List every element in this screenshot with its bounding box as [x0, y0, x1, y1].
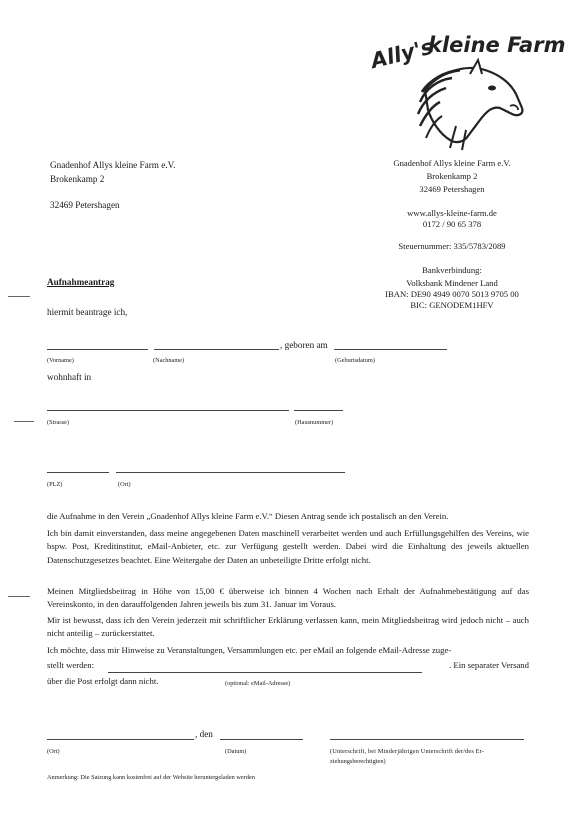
vorname-field[interactable] [47, 349, 148, 350]
org-tax-number: Steuernummer: 335/5783/2089 [398, 241, 506, 251]
sender-name: Gnadenhof Allys kleine Farm e.V. [50, 160, 176, 170]
paragraph-email-3: über die Post erfolgt dann nicht. [47, 676, 159, 686]
hausnummer-field[interactable] [294, 410, 343, 411]
vorname-label: (Vorname) [47, 357, 74, 364]
nachname-field[interactable] [154, 349, 279, 350]
paragraph-beitrag: Meinen Mitgliedsbeitrag in Höhe von 15,00 € überweise ich binnen 4 Wochen nach Erhalt der Aufnahmebestätigung auf das Vereinskonto, in den darauffolgenden Jahren jeweils bis zum 31. Januar im Voraus. [47, 586, 529, 610]
signature-datum-label: (Datum) [225, 748, 247, 755]
ort-label: (Ort) [118, 481, 131, 488]
org-bank-name: Volksbank Mindener Land [406, 278, 498, 288]
plz-label: (PLZ) [47, 481, 63, 488]
paragraph-email-2-start: stellt werden: [47, 660, 95, 670]
horse-head-logo-icon [368, 22, 565, 152]
paragraph-email-1: Ich möchte, dass mir Hinweise zu Veranstaltungen, Versammlungen etc. per eMail an folgende eMail-Adresse zuge- [47, 645, 452, 655]
fold-mark-3 [8, 596, 30, 597]
signature-unterschrift-label-1: (Unterschrift, bei Minderjährigen Unterschrift der/des Er- [330, 748, 485, 755]
signature-datum-field[interactable] [220, 739, 303, 740]
org-name: Gnadenhof Allys kleine Farm e.V. [393, 158, 511, 168]
org-bank-label: Bankverbindung: [422, 265, 482, 275]
signature-ort-label: (Ort) [47, 748, 60, 755]
nachname-label: (Nachname) [153, 357, 185, 364]
org-phone: 0172 / 90 65 378 [422, 219, 482, 229]
org-bic: BIC: GENODEM1HFV [410, 300, 494, 310]
form-title: Aufnahmeantrag [47, 277, 115, 287]
paragraph-austritt: Mir ist bewusst, dass ich den Verein jederzeit mit schriftlicher Erklärung verlassen kann, mein Mitgliedsbeitrag wird jedoch nicht – auch nicht anteilig – zurückerstattet. [47, 615, 529, 639]
strasse-field[interactable] [47, 410, 289, 411]
paragraph-email-2-end: . Ein separater Versand [449, 660, 529, 670]
signature-unterschrift-label-2: ziehungsberechtigten) [330, 758, 386, 765]
paragraph-datenschutz: Ich bin damit einverstanden, dass meine angegebenen Daten maschinell verarbeitet werden und auch Erfüllungsgehilfen des Vereins, wie bspw. Post, Kreditinstitut, eMail-Anbieter, etc. zur Verfügung gestellt werden. Dabei wird die Einhaltung des jeweils aktuellen Datenschutzgesetzes beachtet. Eine Weitergabe der Daten an unbeteiligte Dritte erfolgt nicht. [47, 528, 529, 565]
fold-mark-1 [8, 296, 30, 297]
email-field[interactable] [108, 672, 422, 673]
geburtsdatum-field[interactable] [334, 349, 447, 350]
logo [368, 22, 565, 152]
org-iban: IBAN: DE90 4949 0070 5013 9705 00 [385, 289, 519, 299]
den-text: , den [195, 729, 213, 739]
sender-street: Brokenkamp 2 [50, 174, 105, 184]
wohnhaft-text: wohnhaft in [47, 372, 92, 382]
signature-ort-field[interactable] [47, 739, 194, 740]
strasse-label: (Strasse) [47, 419, 70, 426]
geburtsdatum-label: (Geburtsdatum) [335, 357, 375, 364]
footnote: Anmerkung: Die Satzung kann kostenfrei auf der Website heruntergeladen werden [47, 774, 255, 781]
org-city: 32469 Petershagen [419, 184, 485, 194]
sender-city: 32469 Petershagen [50, 200, 120, 210]
org-street: Brokenkamp 2 [426, 171, 478, 181]
email-hint-label: (optional: eMail-Adresse) [225, 680, 291, 687]
plz-field[interactable] [47, 472, 109, 473]
born-on-text: , geboren am [280, 340, 328, 350]
fold-mark-2 [14, 421, 34, 422]
logo-word-allys: Ally's [368, 34, 436, 74]
logo-word-kleine-farm: kleine Farm [428, 33, 565, 57]
hausnummer-label: (Hausnummer) [295, 419, 334, 426]
org-web: www.allys-kleine-farm.de [407, 208, 497, 218]
ort-field[interactable] [116, 472, 345, 473]
signature-unterschrift-field[interactable] [330, 739, 524, 740]
form-intro: hiermit beantrage ich, [47, 307, 128, 317]
paragraph-aufnahme: die Aufnahme in den Verein „Gnadenhof Allys kleine Farm e.V.“ Diesen Antrag sende ich postalisch an den Verein. [47, 511, 449, 521]
